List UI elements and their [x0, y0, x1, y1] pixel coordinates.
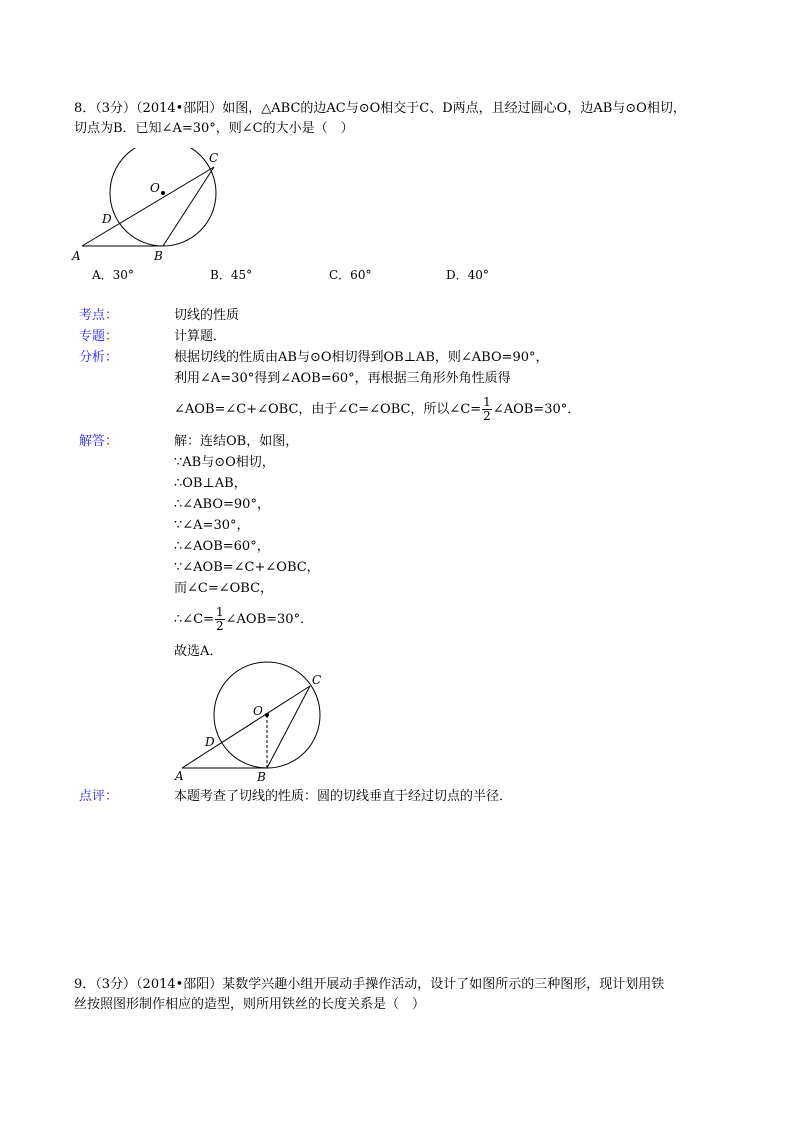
segment-bc: [163, 167, 214, 246]
label-o: O: [150, 181, 160, 195]
jieda-frac-post: ∠AOB=30°．: [225, 612, 314, 627]
option-d[interactable]: D．40°: [446, 268, 489, 282]
segment-bc-2: [267, 686, 310, 768]
label-b-2: B: [257, 770, 266, 784]
label-a: A: [72, 249, 81, 263]
fenxi-line1: 根据切线的性质由AB与⊙O相切得到OB⊥AB，则∠ABO=90°，: [174, 350, 549, 365]
fenxi-line3: [174, 396, 580, 423]
q8-stem-line2: 切点为B．已知∠A=30°，则∠C的大小是（ ）: [74, 121, 354, 136]
frac-num-2: 1: [216, 605, 224, 619]
label-d: D: [102, 212, 112, 226]
solution-figure: [170, 660, 340, 788]
center-dot: [161, 191, 165, 195]
label-c-2: C: [312, 673, 322, 687]
kaodian-text: 切线的性质: [174, 308, 240, 323]
jieda-line-2: ∴OB⊥AB，: [174, 476, 247, 491]
dianping-label: 点评：: [79, 789, 119, 804]
fenxi-line3-post: ∠AOB=30°．: [492, 402, 581, 417]
label-c: C: [209, 151, 219, 165]
jieda-line-3: ∴∠ABO=90°，: [174, 497, 270, 512]
kaodian-label: 考点：: [79, 308, 119, 323]
jieda-line-6: ∵∠AOB=∠C+∠OBC，: [174, 560, 320, 575]
fraction-half-2: [215, 606, 225, 633]
fenxi-line3-pre: ∠AOB=∠C+∠OBC，由于∠C=∠OBC，所以∠C=: [174, 402, 482, 417]
jieda-line-0: 解：连结OB，如图，: [174, 434, 299, 449]
label-o-2: O: [253, 704, 263, 718]
jieda-line-1: ∵AB与⊙O相切，: [174, 455, 275, 470]
fraction-half: [482, 396, 492, 423]
fenxi-label: 分析：: [79, 350, 119, 365]
frac-den: 2: [483, 409, 491, 423]
center-dot-2: [265, 713, 269, 717]
frac-num: 1: [483, 395, 491, 409]
zhuanti-label: 专题：: [79, 329, 119, 344]
jieda-end: 故选A．: [174, 644, 223, 659]
q9-stem-line2: 丝按照图形制作相应的造型，则所用铁丝的长度关系是（ ）: [74, 997, 426, 1012]
jieda-frac-line: [174, 606, 313, 633]
jieda-label: 解答：: [79, 434, 119, 449]
dianping-text: 本题考查了切线的性质：圆的切线垂直于经过切点的半径．: [174, 789, 513, 804]
jieda-line-7: 而∠C=∠OBC，: [174, 581, 274, 596]
label-d-2: D: [205, 735, 215, 749]
option-c[interactable]: C．60°: [329, 268, 372, 282]
q9-stem-line1: 9．（3分）（2014•邵阳）某数学兴趣小组开展动手操作活动，设计了如图所示的三种图形，现计划用铁: [74, 977, 665, 992]
segment-ac: [82, 167, 214, 246]
label-a-2: A: [175, 769, 184, 783]
q8-stem-line1: 8．（3分）（2014•邵阳）如图，△ABC的边AC与⊙O相交于C、D两点，且经过圆心O，边AB与⊙O相切，: [74, 101, 686, 116]
jieda-frac-pre: ∴∠C=: [174, 612, 215, 627]
frac-den-2: 2: [216, 619, 224, 633]
segment-ac-2: [182, 686, 310, 768]
label-b: B: [154, 249, 163, 263]
jieda-line-4: ∵∠A=30°，: [174, 518, 250, 533]
q8-figure: [68, 148, 238, 266]
option-b[interactable]: B．45°: [210, 268, 253, 282]
option-a[interactable]: A．30°: [92, 268, 134, 282]
jieda-line-5: ∴∠AOB=60°，: [174, 539, 270, 554]
zhuanti-text: 计算题．: [174, 329, 227, 344]
fenxi-line2: 利用∠A=30°得到∠AOB=60°，再根据三角形外角性质得: [174, 371, 511, 386]
